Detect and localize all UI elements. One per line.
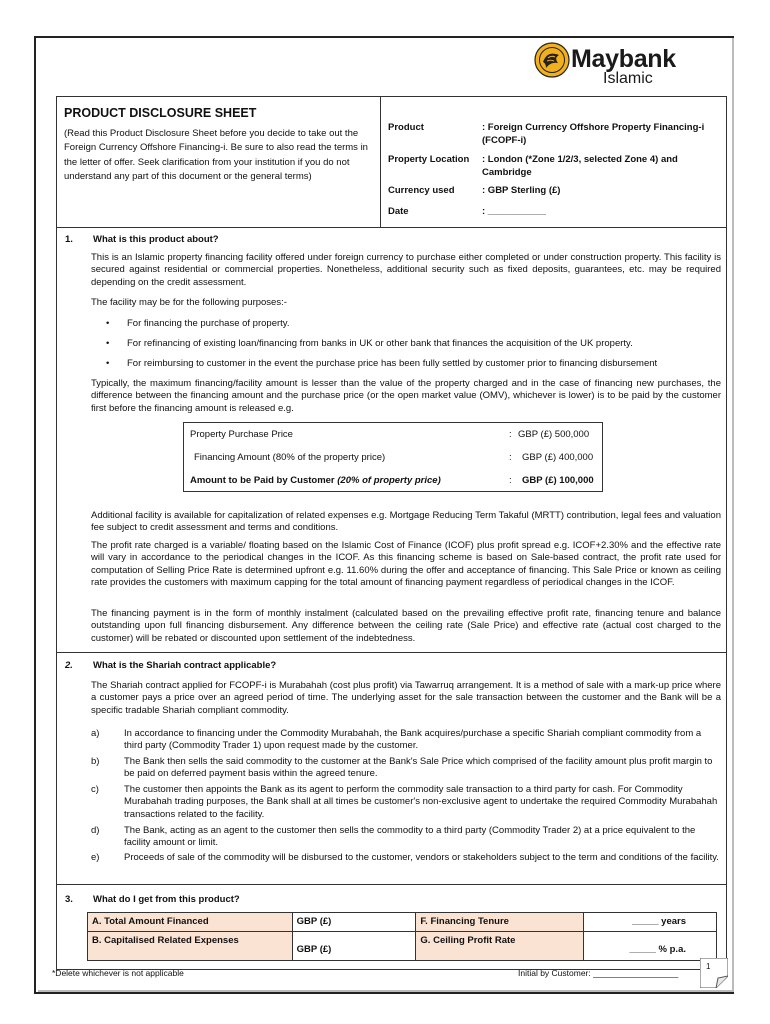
list-letter: a) bbox=[91, 728, 100, 739]
ceiling-rate-value[interactable]: _____ % p.a. bbox=[584, 932, 717, 960]
financing-amount-label: Financing Amount (80% of the property price) bbox=[194, 452, 386, 463]
bullet-text: For financing the purchase of property. bbox=[127, 318, 290, 329]
list-text: The customer then appoints the Bank as its agent to perform the commodity sale transaction to a third party for cash. For Commodity Murabahah trading purposes, the Bank shall at all times be customer's non-exclusive agent to undertake the required Commodity Murabahah transactions related to the facility. bbox=[124, 784, 718, 820]
total-amount-value[interactable]: GBP (£) bbox=[292, 913, 416, 932]
bullet-text: For reimbursing to customer in the event the purchase price has been fully settled by customer prior to financing disbursement bbox=[127, 358, 658, 369]
list-letter: c) bbox=[91, 784, 99, 795]
list-text: The Bank, acting as an agent to the customer then sells the commodity to a third party (Commodity Trader 2) at a price equivalent to the facility amount or limit. bbox=[124, 825, 696, 849]
product-label: Product bbox=[388, 122, 424, 133]
currency-label: Currency used bbox=[388, 185, 455, 196]
section-1-para-2: The facility may be for the following purposes:- bbox=[91, 297, 287, 308]
tiger-emblem-icon bbox=[534, 42, 570, 78]
benefits-table bbox=[87, 912, 717, 961]
body-box bbox=[56, 228, 727, 970]
section-1-number: 1. bbox=[65, 234, 73, 245]
total-amount-label: A. Total Amount Financed bbox=[88, 913, 293, 932]
section-divider bbox=[57, 884, 726, 885]
customer-amount-label-note: (20% of property price) bbox=[337, 475, 441, 486]
section-1-para-5: The profit rate charged is a variable/ floating based on the Islamic Cost of Finance (ICOF) plus profit spread e.g. ICOF+2.30% and the effective rate will vary in accordance to the periodical changes in the ICOF. As this financing scheme is based on Sale-based contract, the profit rate used for computation of Selling Price Rate is determined upfront e.g. 11.60% during the offer and acceptance of financing. This Sale Price or known as ceiling rate provides the customers with maximum capping for the total amount of financing payment regardless of periodical changes in the ICOF. bbox=[91, 540, 721, 589]
header-divider bbox=[380, 97, 381, 228]
section-3-title: What do I get from this product? bbox=[93, 894, 240, 905]
customer-amount-value: GBP (£) 100,000 bbox=[522, 475, 594, 486]
capitalised-expenses-value[interactable]: GBP (£) bbox=[292, 932, 416, 960]
section-1-title: What is this product about? bbox=[93, 234, 219, 245]
financing-amount-value: GBP (£) 400,000 bbox=[522, 452, 594, 463]
list-text: Proceeds of sale of the commodity will be disbursed to the customer, vendors or stakeholders subject to the term and conditions of the facility. bbox=[124, 852, 719, 863]
bullet-icon: • bbox=[106, 358, 110, 369]
section-1-para-6: The financing payment is in the form of monthly instalment (calculated based on the prevailing effective profit rate, financing tenure and balance outstanding upon full financing disbursement. Any difference between the ceiling rate (Sale Price) and effective rate (actual cost charged to the customer) will be rebated or discounted upon settlement of the indebtedness. bbox=[91, 608, 721, 644]
maybank-islamic-logo bbox=[534, 42, 704, 88]
colon: : bbox=[509, 429, 512, 440]
location-value: : London (*Zone 1/2/3, selected Zone 4) and Cambridge bbox=[482, 154, 678, 178]
page-title: PRODUCT DISCLOSURE SHEET bbox=[64, 106, 257, 120]
section-1-para-4: Additional facility is available for capitalization of related expenses e.g. Mortgage Reducing Term Takaful (MRTT) contribution, legal fees and valuation fee subject to credit assessment and terms and conditions. bbox=[91, 510, 721, 534]
bullet-text: For refinancing of existing loan/financing from banks in UK or other bank that finances the acquisition of the UK property. bbox=[127, 338, 633, 349]
section-1-para-3: Typically, the maximum financing/facility amount is lesser than the value of the property charged and in the case of financing new purchases, the difference between the financing amount and the purchase price (or the open market value (OMV), whichever is lower) is to be paid by the customer first before the financing amount is released e.g. bbox=[91, 378, 721, 414]
location-label: Property Location bbox=[388, 154, 470, 165]
date-value[interactable]: : ___________ bbox=[482, 206, 546, 217]
colon: : bbox=[509, 452, 512, 463]
logo-subtitle: Islamic bbox=[603, 70, 653, 87]
section-divider bbox=[57, 652, 726, 653]
intro-text: (Read this Product Disclosure Sheet before you decide to take out the Foreign Currency Offshore Financing-i. Be sure to also read the terms in the letter of offer. Seek clarification from your institution if you do not understand any part of this document or the general terms) bbox=[64, 128, 368, 182]
capitalised-expenses-label: B. Capitalised Related Expenses bbox=[88, 932, 293, 960]
customer-amount-label bbox=[190, 475, 441, 487]
section-2-number: 2. bbox=[65, 660, 73, 671]
list-text: The Bank then sells the said commodity to the customer at the Bank's Sale Price which comprised of the facility amount plus profit margin to be paid on deferred payment basis within the agreed tenure. bbox=[124, 756, 713, 780]
logo-wordmark: Maybank bbox=[571, 45, 676, 73]
bullet-icon: • bbox=[106, 318, 110, 329]
page-curl-icon bbox=[700, 958, 728, 988]
ceiling-rate-label: G. Ceiling Profit Rate bbox=[416, 932, 584, 960]
section-2-title: What is the Shariah contract applicable? bbox=[93, 660, 277, 671]
table-row bbox=[88, 932, 717, 960]
customer-amount-label-text: Amount to be Paid by Customer bbox=[190, 475, 335, 486]
currency-value: : GBP Sterling (£) bbox=[482, 185, 561, 196]
purchase-price-label: Property Purchase Price bbox=[190, 429, 293, 440]
bullet-icon: • bbox=[106, 338, 110, 349]
financing-tenure-value[interactable]: _____ years bbox=[584, 913, 717, 932]
product-value: : Foreign Currency Offshore Property Financing-i (FCOPF-i) bbox=[482, 122, 705, 146]
section-1-para-1: This is an Islamic property financing facility offered under foreign currency to purchase either completed or under construction property. This facility is secured against residential or commercial properties. Nonetheless, additional security such as fixed deposits, guarantees, etc. may be required depending on the credit assessment. bbox=[91, 252, 721, 288]
footer-note: *Delete whichever is not applicable bbox=[52, 968, 184, 978]
customer-initial-field[interactable]: Initial by Customer: __________________ bbox=[518, 968, 679, 978]
financing-tenure-label: F. Financing Tenure bbox=[416, 913, 584, 932]
date-label: Date bbox=[388, 206, 409, 217]
section-3-number: 3. bbox=[65, 894, 73, 905]
example-calculation-box bbox=[183, 422, 603, 492]
table-row bbox=[88, 913, 717, 932]
list-letter: d) bbox=[91, 825, 100, 836]
list-letter: e) bbox=[91, 852, 100, 863]
page-number: 1 bbox=[706, 962, 711, 971]
purchase-price-value: GBP (£) 500,000 bbox=[518, 429, 590, 440]
header-box bbox=[56, 96, 727, 228]
colon: : bbox=[509, 475, 512, 486]
list-text: In accordance to financing under the Commodity Murabahah, the Bank acquires/purchase a specific Shariah compliant commodity from a third party (Commodity Trader 1) upon request made by the customer. bbox=[124, 728, 702, 752]
section-2-para-1: The Shariah contract applied for FCOPF-i is Murabahah (cost plus profit) via Tawarruq arrangement. It is a method of sale with a mark-up price where a customer pays a price over an agreed period of time. The underlying asset for the sale transaction between the customer and the Bank will be a specific tradable Shariah compliant commodity. bbox=[91, 680, 721, 716]
list-letter: b) bbox=[91, 756, 100, 767]
